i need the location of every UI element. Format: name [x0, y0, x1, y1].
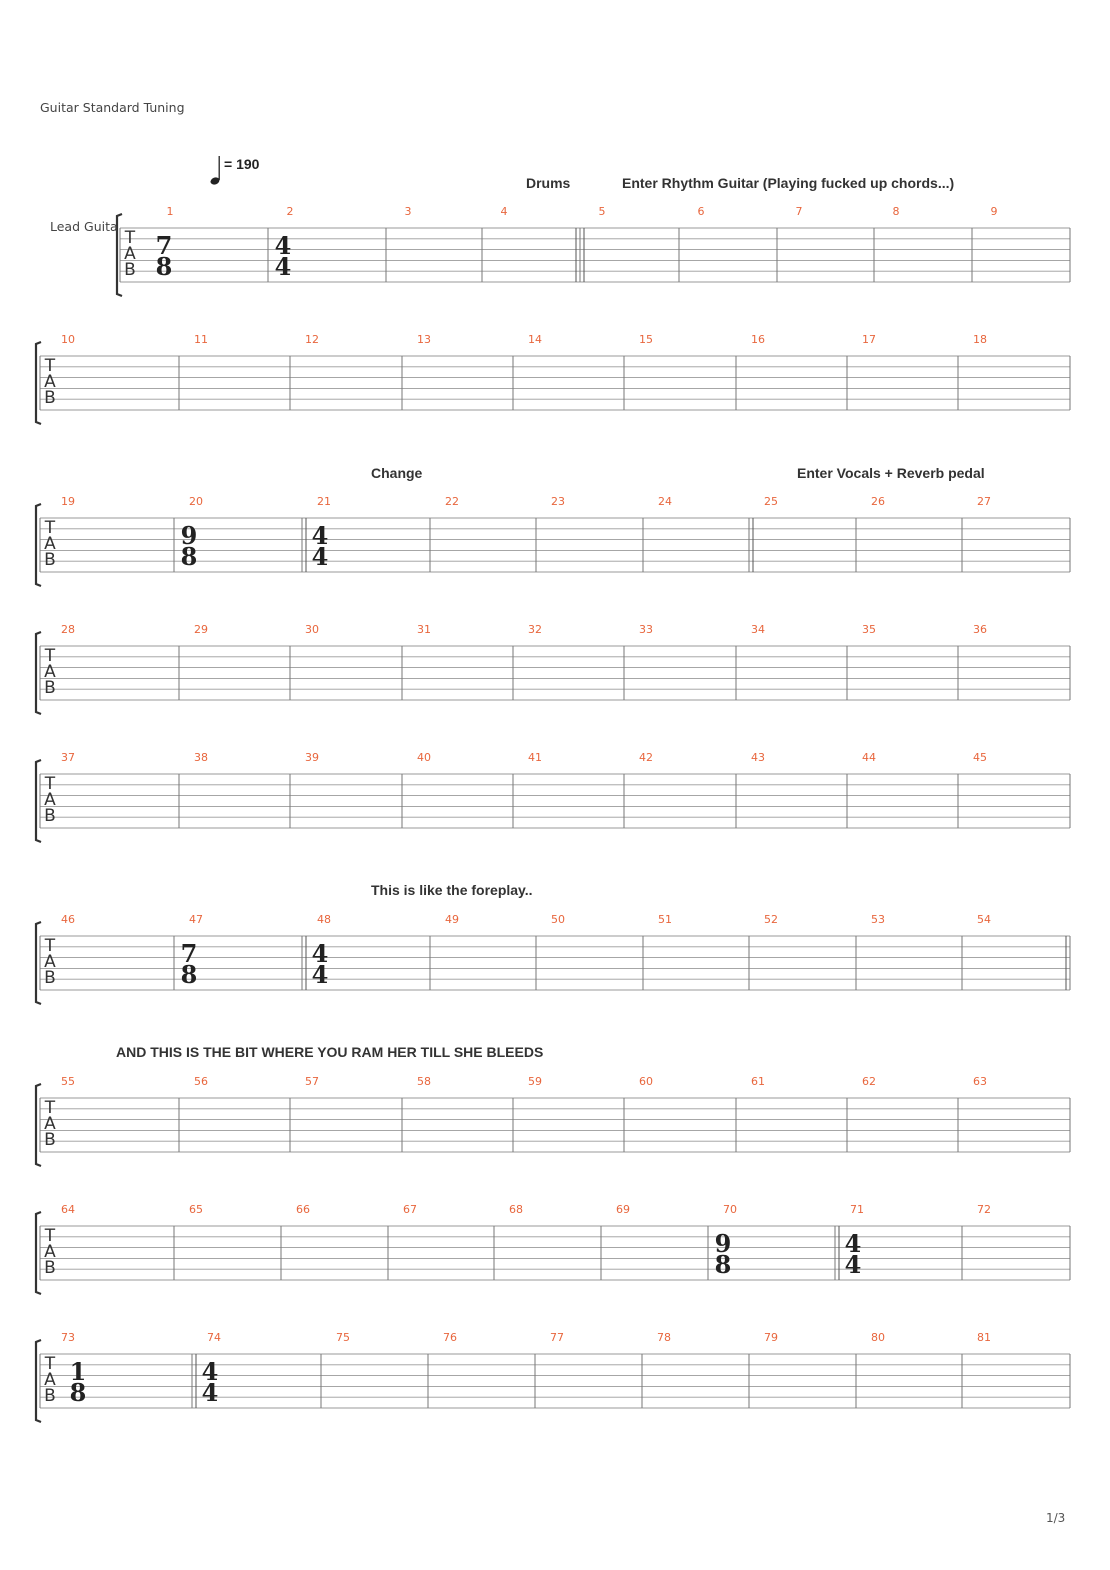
- staff-system: [36, 333, 1070, 424]
- measure-number: 28: [61, 623, 75, 636]
- measure-number: 53: [871, 913, 885, 926]
- tuning-label: Guitar Standard Tuning: [40, 100, 185, 115]
- measure-number: 41: [528, 751, 542, 764]
- measure-number: 44: [862, 751, 876, 764]
- measure-number: 31: [417, 623, 431, 636]
- annotation-text: AND THIS IS THE BIT WHERE YOU RAM HER TILL SHE BLEEDS: [116, 1044, 544, 1060]
- measure-number: 43: [751, 751, 765, 764]
- tab-clef-letter: A: [44, 952, 56, 972]
- measure-number: 75: [336, 1331, 350, 1344]
- tab-clef-letter: T: [44, 936, 56, 956]
- measure-number: 32: [528, 623, 542, 636]
- annotation-text: This is like the foreplay..: [371, 882, 533, 898]
- measure-number: 17: [862, 333, 876, 346]
- tab-clef-letter: T: [44, 1354, 56, 1374]
- measure-number: 78: [657, 1331, 671, 1344]
- time-signature-bottom: 8: [155, 252, 173, 281]
- measure-number: 27: [977, 495, 991, 508]
- measure-number: 39: [305, 751, 319, 764]
- tab-clef-letter: B: [44, 678, 56, 698]
- time-signature-top: 1: [69, 1357, 87, 1386]
- annotation-text: Drums: [526, 175, 571, 191]
- measure-number: 6: [697, 205, 705, 218]
- time-signature-top: 9: [180, 521, 198, 550]
- measure-number: 36: [973, 623, 987, 636]
- time-signature-bottom: 4: [311, 960, 329, 989]
- staff-system: [36, 882, 1070, 1004]
- annotation-text: Enter Vocals + Reverb pedal: [797, 465, 985, 481]
- measure-number: 62: [862, 1075, 876, 1088]
- tab-clef-letter: A: [44, 372, 56, 392]
- tab-clef-letter: B: [44, 388, 56, 408]
- measure-number: 69: [616, 1203, 630, 1216]
- measure-number: 10: [61, 333, 75, 346]
- staff-system: [36, 1203, 1070, 1294]
- measure-number: 64: [61, 1203, 75, 1216]
- measure-number: 13: [417, 333, 431, 346]
- measure-number: 23: [551, 495, 565, 508]
- measure-number: 73: [61, 1331, 75, 1344]
- measure-number: 35: [862, 623, 876, 636]
- measure-number: 80: [871, 1331, 885, 1344]
- measure-number: 65: [189, 1203, 203, 1216]
- time-signature-bottom: 4: [201, 1378, 219, 1407]
- measure-number: 25: [764, 495, 778, 508]
- measure-number: 4: [500, 205, 508, 218]
- annotation-text: Enter Rhythm Guitar (Playing fucked up chords...): [622, 175, 955, 191]
- tab-clef-letter: T: [44, 774, 56, 794]
- measure-number: 30: [305, 623, 319, 636]
- measure-number: 60: [639, 1075, 653, 1088]
- tab-clef-letter: A: [44, 534, 56, 554]
- measure-number: 18: [973, 333, 987, 346]
- staff-system: [36, 751, 1070, 842]
- measure-number: 9: [990, 205, 998, 218]
- time-signature-bottom: 8: [180, 542, 198, 571]
- measure-number: 5: [598, 205, 606, 218]
- time-signature-top: 4: [311, 939, 329, 968]
- time-signature-top: 7: [155, 231, 173, 260]
- staff-system: [117, 175, 1070, 296]
- measure-number: 77: [550, 1331, 564, 1344]
- measure-number: 42: [639, 751, 653, 764]
- measure-number: 46: [61, 913, 75, 926]
- tab-clef-letter: T: [44, 518, 56, 538]
- tab-clef-letter: B: [44, 1130, 56, 1150]
- time-signature-top: 7: [180, 939, 198, 968]
- measure-number: 26: [871, 495, 885, 508]
- measure-number: 21: [317, 495, 331, 508]
- page-number: 1/3: [1046, 1511, 1066, 1525]
- measure-number: 12: [305, 333, 319, 346]
- staff-system: [36, 465, 1070, 586]
- measure-number: 72: [977, 1203, 991, 1216]
- tab-clef-letter: T: [124, 228, 136, 248]
- annotation-text: Change: [371, 465, 423, 481]
- measure-number: 45: [973, 751, 987, 764]
- tab-clef-letter: B: [44, 550, 56, 570]
- tab-clef-letter: B: [44, 1386, 56, 1406]
- measure-number: 81: [977, 1331, 991, 1344]
- measure-number: 50: [551, 913, 565, 926]
- measure-number: 24: [658, 495, 672, 508]
- measure-number: 49: [445, 913, 459, 926]
- measure-number: 48: [317, 913, 331, 926]
- measure-number: 33: [639, 623, 653, 636]
- measure-number: 8: [892, 205, 900, 218]
- staff-system: [36, 1044, 1070, 1166]
- measure-number: 70: [723, 1203, 737, 1216]
- tab-clef-letter: B: [44, 806, 56, 826]
- tab-clef-letter: A: [44, 1242, 56, 1262]
- tab-clef-letter: T: [44, 1226, 56, 1246]
- measure-number: 47: [189, 913, 203, 926]
- measure-number: 61: [751, 1075, 765, 1088]
- measure-number: 14: [528, 333, 542, 346]
- measure-number: 52: [764, 913, 778, 926]
- tab-clef-letter: T: [44, 356, 56, 376]
- measure-number: 68: [509, 1203, 523, 1216]
- measure-number: 29: [194, 623, 208, 636]
- staff-system: [36, 1331, 1070, 1422]
- time-signature-top: 4: [844, 1229, 862, 1258]
- measure-number: 54: [977, 913, 991, 926]
- measure-number: 34: [751, 623, 765, 636]
- tempo-marking: [210, 156, 260, 186]
- measure-number: 74: [207, 1331, 221, 1344]
- time-signature-bottom: 8: [180, 960, 198, 989]
- measure-number: 19: [61, 495, 75, 508]
- time-signature-top: 4: [201, 1357, 219, 1386]
- tab-clef-letter: A: [44, 1114, 56, 1134]
- time-signature-bottom: 4: [311, 542, 329, 571]
- measure-number: 1: [166, 205, 174, 218]
- measure-number: 63: [973, 1075, 987, 1088]
- time-signature-top: 4: [311, 521, 329, 550]
- measure-number: 58: [417, 1075, 431, 1088]
- track-name-label: Lead Guita: [50, 219, 118, 234]
- measure-number: 67: [403, 1203, 417, 1216]
- tab-clef-letter: A: [44, 1370, 56, 1390]
- measure-number: 37: [61, 751, 75, 764]
- measure-number: 11: [194, 333, 208, 346]
- measure-number: 3: [404, 205, 412, 218]
- measure-number: 59: [528, 1075, 542, 1088]
- staff-system: [36, 623, 1070, 714]
- time-signature-bottom: 4: [844, 1250, 862, 1279]
- measure-number: 76: [443, 1331, 457, 1344]
- time-signature-bottom: 8: [69, 1378, 87, 1407]
- measure-number: 16: [751, 333, 765, 346]
- measure-number: 56: [194, 1075, 208, 1088]
- tab-clef-letter: B: [44, 968, 56, 988]
- measure-number: 15: [639, 333, 653, 346]
- time-signature-bottom: 8: [714, 1250, 732, 1279]
- tab-clef-letter: A: [44, 662, 56, 682]
- measure-number: 79: [764, 1331, 778, 1344]
- measure-number: 40: [417, 751, 431, 764]
- time-signature-top: 9: [714, 1229, 732, 1258]
- tab-clef-letter: B: [124, 260, 136, 280]
- tab-clef-letter: A: [44, 790, 56, 810]
- measure-number: 20: [189, 495, 203, 508]
- measure-number: 38: [194, 751, 208, 764]
- measure-number: 2: [286, 205, 294, 218]
- measure-number: 57: [305, 1075, 319, 1088]
- measure-number: 51: [658, 913, 672, 926]
- time-signature-top: 4: [274, 231, 292, 260]
- tab-clef-letter: A: [124, 244, 136, 264]
- tab-clef-letter: T: [44, 646, 56, 666]
- measure-number: 66: [296, 1203, 310, 1216]
- tab-clef-letter: T: [44, 1098, 56, 1118]
- measure-number: 55: [61, 1075, 75, 1088]
- tab-clef-letter: B: [44, 1258, 56, 1278]
- measure-number: 71: [850, 1203, 864, 1216]
- measure-number: 7: [795, 205, 803, 218]
- measure-number: 22: [445, 495, 459, 508]
- tempo-value: = 190: [224, 156, 260, 172]
- time-signature-bottom: 4: [274, 252, 292, 281]
